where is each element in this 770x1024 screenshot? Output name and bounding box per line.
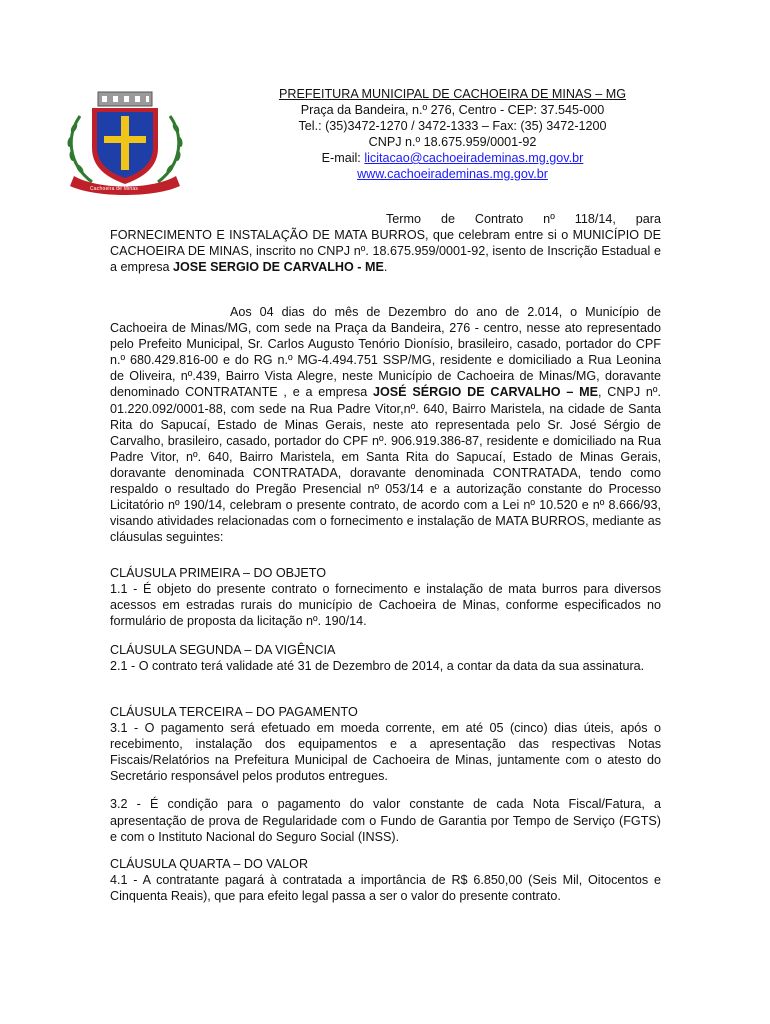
clause-paragraph: 3.2 - É condição para o pagamento do valor constante de cada Nota Fiscal/Fatura, a apresentação de prova de Regularidade com o Fundo de Garantia por Tempo de Serviço (FGTS) e com o Instituto Nacional do Seguro Social (INSS). xyxy=(110,797,661,844)
clause-paragraph: 1.1 - É objeto do presente contrato o fornecimento e instalação de mata burros para diversos acessos em estradas rurais do município de Cachoeira de Minas, conforme especificados no formulário de proposta da licitação nº. 190/14. xyxy=(110,582,661,629)
clause-paragraph: 4.1 - A contratante pagará à contratada a importância de R$ 6.850,00 (Seis Mil, Oitocentos e Cinquenta Reais), que para efeito legal passa a ser o valor do presente contrato. xyxy=(110,873,661,904)
letterhead-cnpj: CNPJ n.º 18.675.959/0001-92 xyxy=(368,135,537,149)
contract-preamble xyxy=(110,304,661,545)
summary-text: Termo de Contrato nº 118/14, para FORNECIMENTO E INSTALAÇÃO DE MATA BURROS, que celebram entre si o MUNICÍPIO DE CACHOEIRA DE MINAS, inscrito no CNPJ nº. 18.675.959/0001-92, isento de Inscrição Estadual e a empresa xyxy=(110,212,661,275)
clause-heading: CLÁUSULA SEGUNDA – DA VIGÊNCIA xyxy=(110,643,336,657)
summary-end: . xyxy=(383,260,388,275)
clause-1 xyxy=(110,565,661,629)
clause-paragraph: 2.1 - O contrato terá validade até 31 de Dezembro de 2014, a contar da data da sua assinatura. xyxy=(110,659,645,674)
preamble-company: JOSÉ SÉRGIO DE CARVALHO – ME xyxy=(372,385,598,400)
preamble-part2: , CNPJ nº. 01.220.092/0001-88, com sede na Rua Padre Vitor,nº. 640, Bairro Maristela, na cidade de Santa Rita do Sapucaí, Estado de Minas Gerais, neste ato representada pelo Sr. José Sérgio de Carvalho, brasileiro, casado, portador do CPF nº. 906.919.386-87, residente e domiciliado na Rua Padre Vitor, nº. 640, Bairro Maristela, em Santa Rita do Sapucaí, Estado de Minas Gerais, doravante denominada CONTRATADA, doravante denominada CONTRATADA, tendo como respaldo o resultado do Pregão Presencial nº 053/14 e a autorização constante do Processo Licitatório nº 190/14, celebram o presente contrato, de acordo com a Lei nº 10.520 e nº 8.666/93, visando atividades relacionadas com o fornecimento e instalação de MATA BURROS, mediante as cláusulas seguintes: xyxy=(110,385,661,545)
contract-summary xyxy=(110,211,661,275)
preamble-part1: Aos 04 dias do mês de Dezembro do ano de 2.014, o Município de Cachoeira de Minas/MG, com sede na Praça da Bandeira, 276 - centro, nesse ato representado pelo Prefeito Municipal, Sr. Carlos Augusto Tenório Dionísio, brasileiro, casado, portador do CPF n.º 680.429.816-00 e do RG n.º MG-4.494.751 SSP/MG, residente e domiciliado a Rua Leonina de Oliveira, nº.439, Bairro Vista Alegre, neste Município de Cachoeira de Minas/MG, doravante denominado CONTRATANTE , e a empresa xyxy=(110,305,661,400)
letterhead-title: PREFEITURA MUNICIPAL DE CACHOEIRA DE MINAS – MG xyxy=(278,87,627,101)
letterhead-address: Praça da Bandeira, n.º 276, Centro - CEP: 37.545-000 xyxy=(300,103,605,117)
clause-heading: CLÁUSULA TERCEIRA – DO PAGAMENTO xyxy=(110,705,358,719)
crest-ribbon-text: Cachoeira de Minas xyxy=(90,186,139,192)
municipal-crest-icon xyxy=(58,86,192,196)
email-label: E-mail: xyxy=(321,151,365,165)
letterhead xyxy=(225,86,680,182)
clause-heading: CLÁUSULA PRIMEIRA – DO OBJETO xyxy=(110,566,327,580)
email-link[interactable]: licitacao@cachoeirademinas.mg.gov.br xyxy=(364,151,584,165)
preamble-paragraph xyxy=(110,304,661,545)
letterhead-phone: Tel.: (35)3472-1270 / 3472-1333 – Fax: (35) 3472-1200 xyxy=(298,119,607,133)
summary-company: JOSE SERGIO DE CARVALHO - ME xyxy=(173,260,384,275)
clause-3 xyxy=(110,704,661,845)
summary-paragraph xyxy=(110,211,661,275)
clause-paragraph: 3.1 - O pagamento será efetuado em moeda corrente, em até 05 (cinco) dias úteis, após o recebimento, instalação dos equipamentos e a apresentação das respectivas Notas Fiscais/Relatórios na Prefeitura Municipal de Cachoeira de Minas, juntamente com o atesto do Secretário responsável pelos produtos entregues. xyxy=(110,721,661,784)
clause-heading: CLÁUSULA QUARTA – DO VALOR xyxy=(110,857,309,871)
clause-4 xyxy=(110,856,661,904)
letterhead-email-line xyxy=(225,150,680,166)
clause-2 xyxy=(110,642,661,674)
website-link[interactable]: www.cachoeirademinas.mg.gov.br xyxy=(357,167,548,181)
